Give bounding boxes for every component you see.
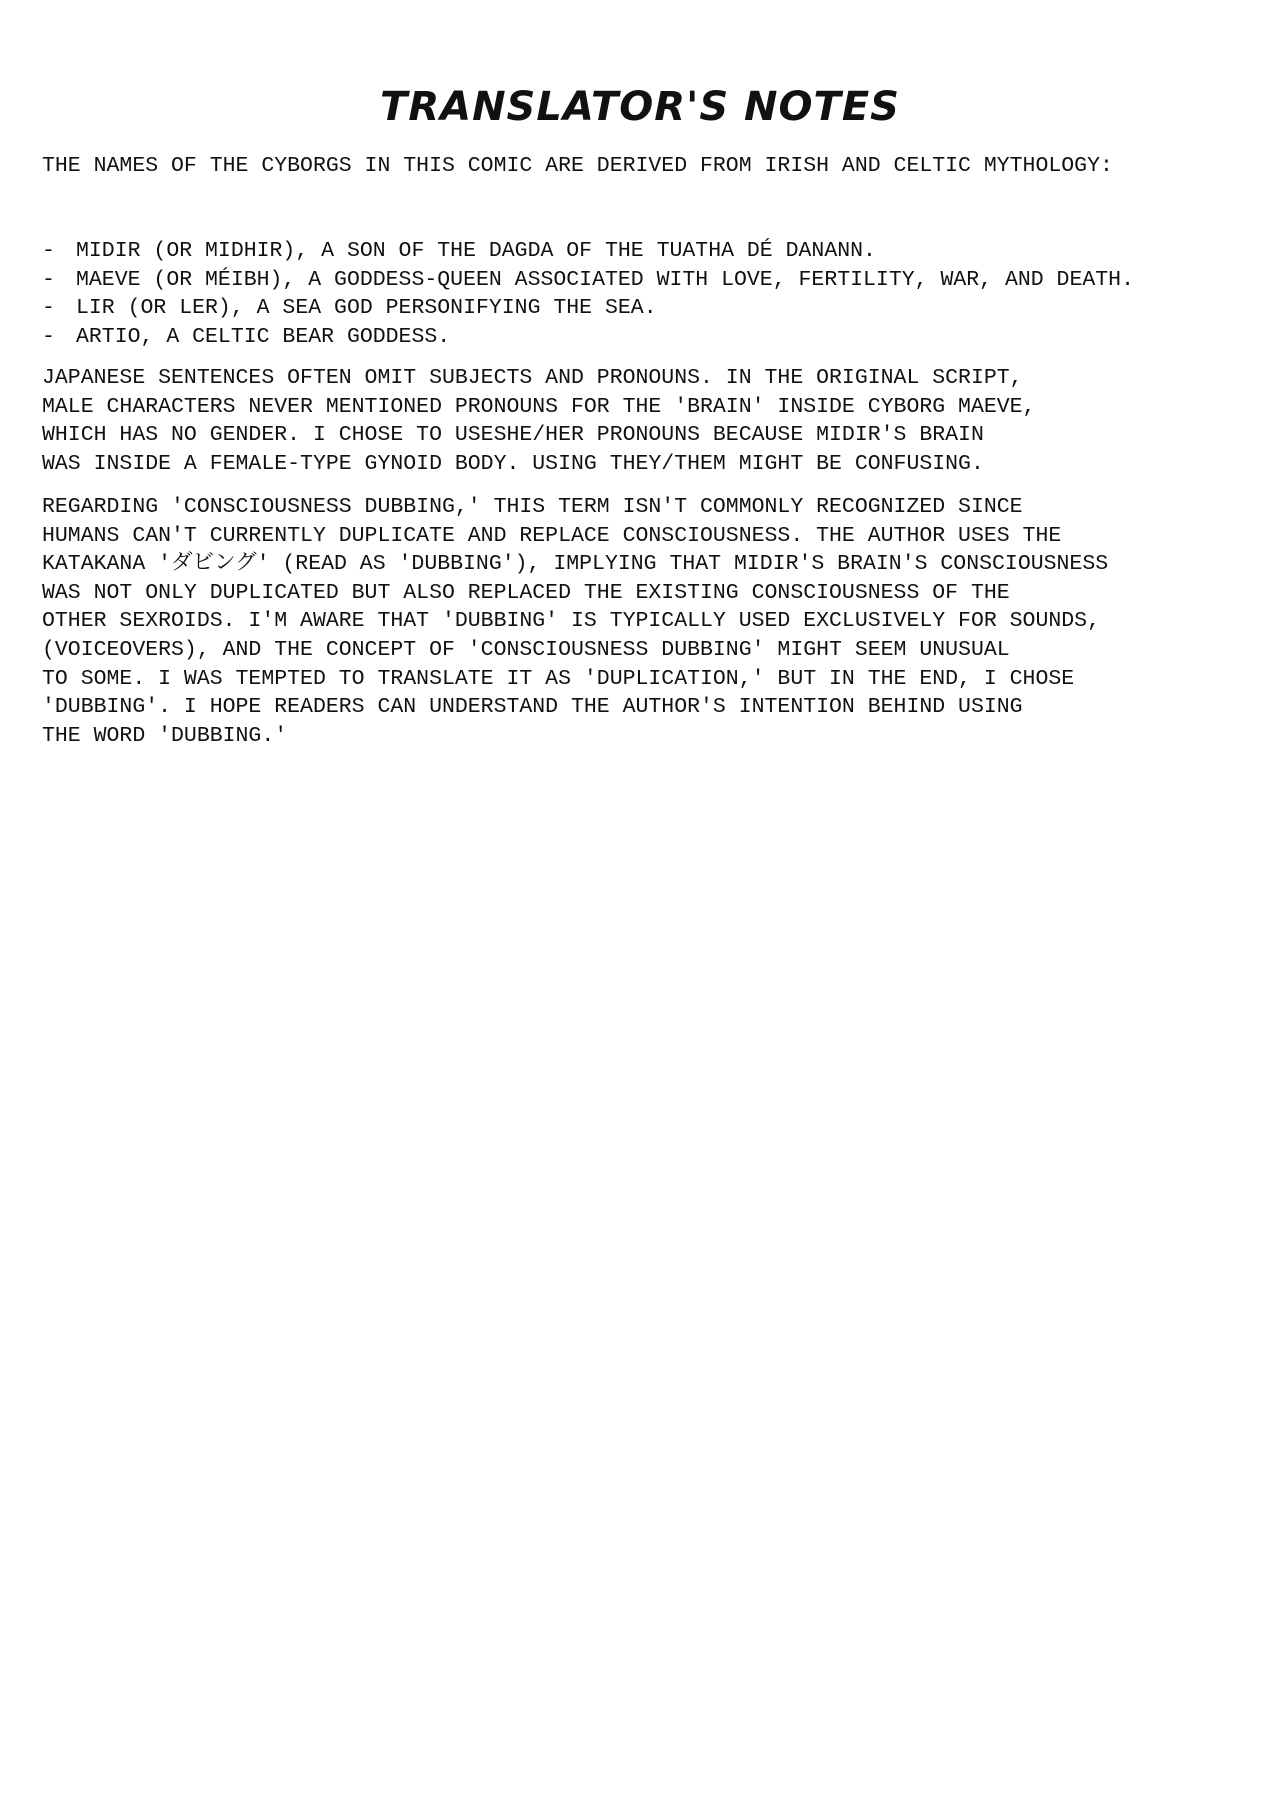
page-title: TRANSLATOR'S NOTES (380, 84, 900, 130)
list-item-text: LIR (OR LER), A SEA GOD PERSONIFYING THE SEA. (76, 296, 657, 321)
list-dash: - (42, 267, 55, 292)
paragraph-line: WAS INSIDE A FEMALE-TYPE GYNOID BODY. USING THEY/THEM MIGHT BE CONFUSING. (42, 451, 984, 476)
paragraph-line: KATAKANA 'ダビング' (READ AS 'DUBBING'), IMPLYING THAT MIDIR'S BRAIN'S CONSCIOUSNESS (42, 552, 1109, 577)
paragraph-line: REGARDING 'CONSCIOUSNESS DUBBING,' THIS TERM ISN'T COMMONLY RECOGNIZED SINCE (42, 495, 1023, 519)
paragraph-line: THE WORD 'DUBBING.' (42, 723, 288, 748)
paragraph-line: (VOICEOVERS), AND THE CONCEPT OF 'CONSCIOUSNESS DUBBING' MIGHT SEEM UNUSUAL (42, 637, 1010, 662)
list-dash: - (42, 324, 55, 349)
list-dash: - (42, 296, 55, 321)
paragraph-line: MALE CHARACTERS NEVER MENTIONED PRONOUNS FOR THE 'BRAIN' INSIDE CYBORG MAEVE, (42, 394, 1036, 419)
list-dash: - (42, 239, 55, 263)
list-item-text: ARTIO, A CELTIC BEAR GODDESS. (76, 324, 451, 349)
list-item-text: MAEVE (OR MÉIBH), A GODDESS-QUEEN ASSOCIATED WITH LOVE, FERTILITY, WAR, AND DEATH. (76, 267, 1134, 292)
list-item (42, 266, 1267, 295)
list-item (42, 294, 1267, 323)
mythology-list (42, 237, 1267, 351)
dubbing-paragraph (42, 493, 1267, 750)
paragraph-line: WHICH HAS NO GENDER. I CHOSE TO USESHE/HER PRONOUNS BECAUSE MIDIR'S BRAIN (42, 423, 984, 448)
list-item-text: MIDIR (OR MIDHIR), A SON OF THE DAGDA OF THE TUATHA DÉ DANANN. (76, 239, 876, 263)
list-item (42, 323, 1267, 352)
paragraph-line: JAPANESE SENTENCES OFTEN OMIT SUBJECTS AND PRONOUNS. IN THE ORIGINAL SCRIPT, (42, 366, 1023, 390)
paragraph-line: HUMANS CAN'T CURRENTLY DUPLICATE AND REPLACE CONSCIOUSNESS. THE AUTHOR USES THE (42, 523, 1062, 548)
intro-line: THE NAMES OF THE CYBORGS IN THIS COMIC ARE DERIVED FROM IRISH AND CELTIC MYTHOLOGY: (42, 154, 1113, 178)
paragraph-line: TO SOME. I WAS TEMPTED TO TRANSLATE IT AS 'DUPLICATION,' BUT IN THE END, I CHOSE (42, 666, 1075, 691)
paragraph-line: WAS NOT ONLY DUPLICATED BUT ALSO REPLACED THE EXISTING CONSCIOUSNESS OF THE (42, 580, 1010, 605)
paragraph-line: 'DUBBING'. I HOPE READERS CAN UNDERSTAND THE AUTHOR'S INTENTION BEHIND USING (42, 695, 1023, 720)
paragraph-line: OTHER SEXROIDS. I'M AWARE THAT 'DUBBING' IS TYPICALLY USED EXCLUSIVELY FOR SOUNDS, (42, 609, 1100, 634)
list-item (42, 237, 1267, 266)
intro-text (42, 152, 1267, 181)
pronouns-paragraph (42, 364, 1267, 478)
